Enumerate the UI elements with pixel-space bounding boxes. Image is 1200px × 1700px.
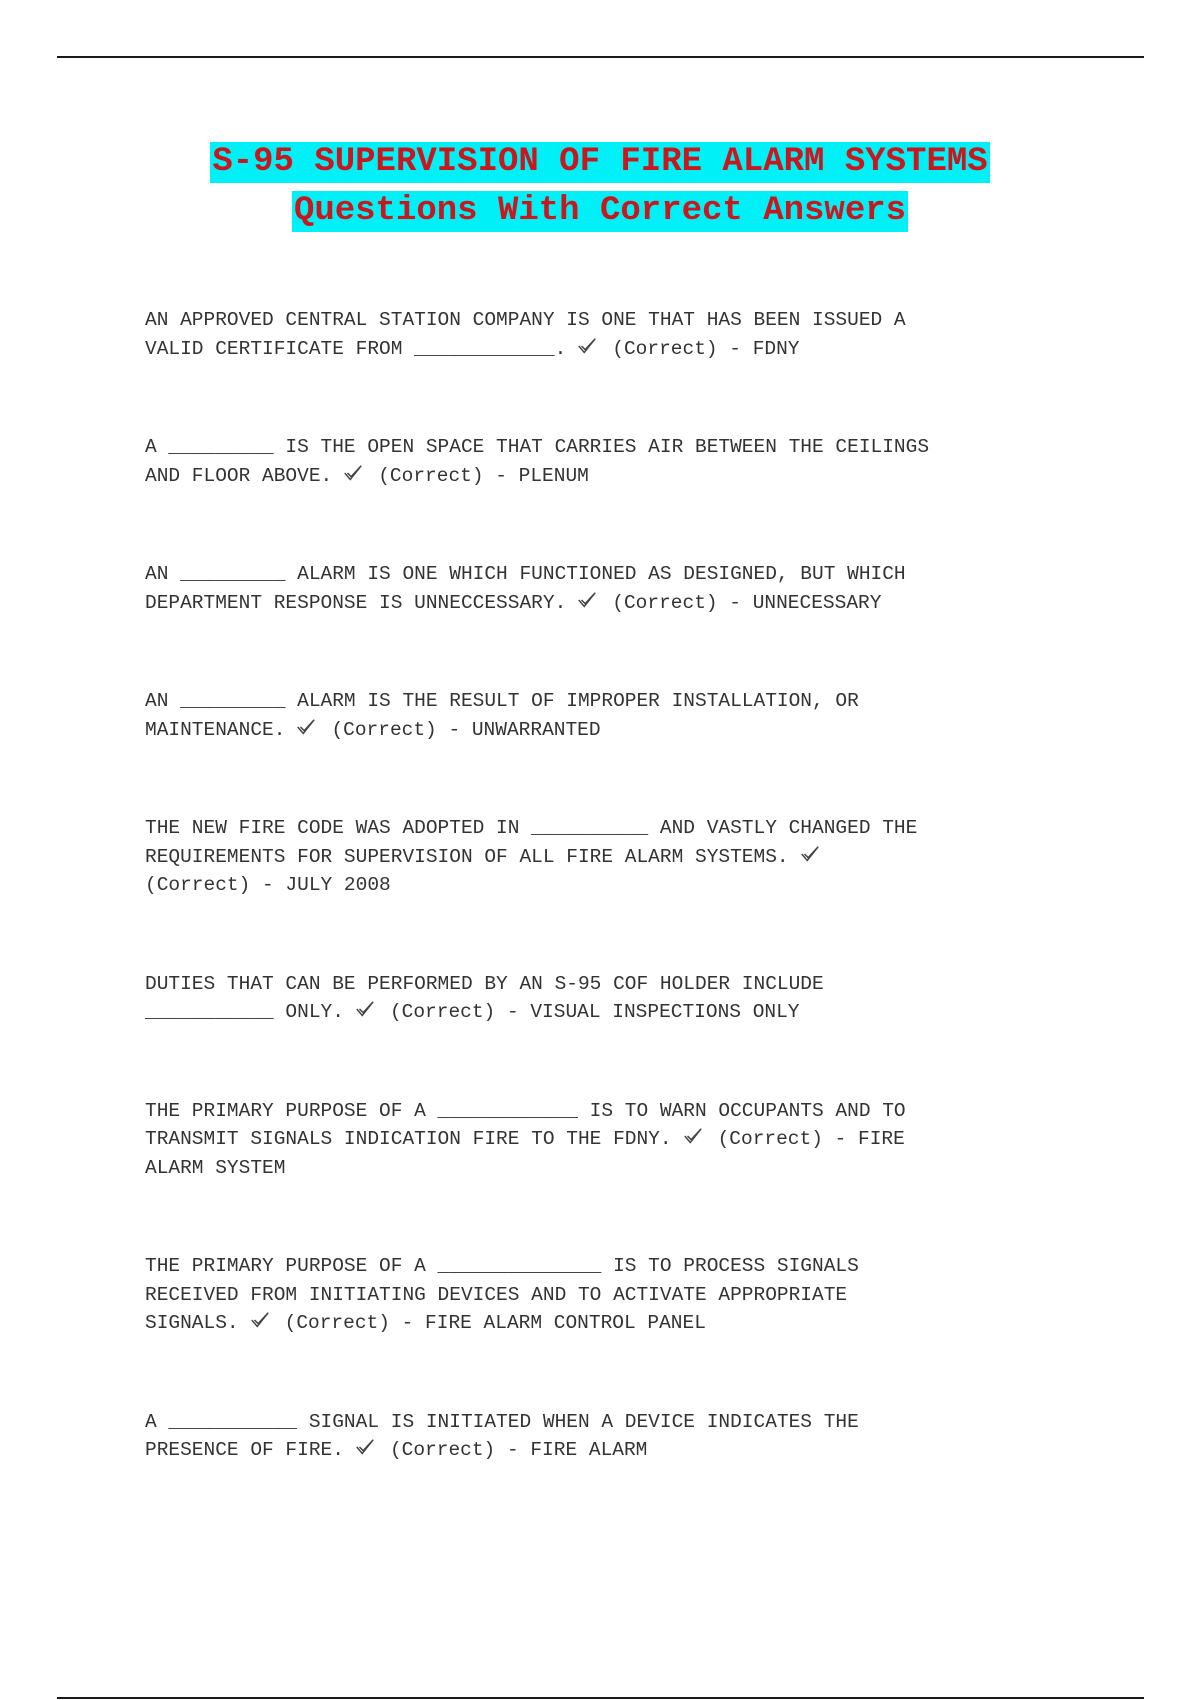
bottom-rule [57, 1697, 1144, 1699]
question-text: AN _________ ALARM IS THE RESULT OF IMPROPER INSTALLATION, OR MAINTENANCE. [145, 690, 859, 741]
question-text: A ___________ SIGNAL IS INITIATED WHEN A DEVICE INDICATES THE PRESENCE OF FIRE. [145, 1410, 859, 1461]
checkmark-icon [682, 1125, 704, 1147]
question-text: AN _________ ALARM IS ONE WHICH FUNCTIONED AS DESIGNED, BUT WHICH DEPARTMENT RESPONSE IS UNNECCESSARY. [145, 563, 906, 614]
answer-text: (Correct) - VISUAL INSPECTIONS ONLY [389, 1001, 800, 1023]
checkmark-icon [249, 1309, 271, 1331]
qa-item [145, 433, 1045, 490]
qa-item [145, 1097, 1045, 1183]
answer-text: (Correct) - JULY 2008 [145, 874, 391, 896]
checkmark-icon [342, 462, 364, 484]
question-text: AN APPROVED CENTRAL STATION COMPANY IS ONE THAT HAS BEEN ISSUED A VALID CERTIFICATE FROM ____________. [145, 309, 906, 360]
answer-text: (Correct) - UNNECESSARY [612, 591, 882, 614]
qa-item [145, 1252, 1045, 1338]
qa-item [145, 687, 1045, 744]
checkmark-icon [576, 589, 598, 611]
question-text: DUTIES THAT CAN BE PERFORMED BY AN S-95 COF HOLDER INCLUDE ___________ ONLY. [145, 972, 824, 1023]
question-text: THE NEW FIRE CODE WAS ADOPTED IN __________ AND VASTLY CHANGED THE REQUIREMENTS FOR SUPERVISION OF ALL FIRE ALARM SYSTEMS. [145, 817, 918, 868]
checkmark-icon [799, 843, 821, 865]
question-text: THE PRIMARY PURPOSE OF A ____________ IS TO WARN OCCUPANTS AND TO TRANSMIT SIGNALS INDICATION FIRE TO THE FDNY. [145, 1099, 906, 1150]
checkmark-icon [354, 1436, 376, 1458]
answer-text: (Correct) - FIRE ALARM SYSTEM [145, 1128, 905, 1179]
qa-item [145, 306, 1045, 363]
question-text: THE PRIMARY PURPOSE OF A ______________ IS TO PROCESS SIGNALS RECEIVED FROM INITIATING DEVICES AND TO ACTIVATE APPROPRIATE SIGNALS. [145, 1255, 859, 1334]
answer-text: (Correct) - FIRE ALARM CONTROL PANEL [284, 1312, 706, 1334]
answer-text: (Correct) - UNWARRANTED [331, 718, 601, 741]
answer-text: (Correct) - PLENUM [378, 464, 589, 487]
question-text: A _________ IS THE OPEN SPACE THAT CARRIES AIR BETWEEN THE CEILINGS AND FLOOR ABOVE. [145, 436, 930, 487]
document-title [0, 142, 1200, 240]
qa-item [145, 814, 1045, 900]
checkmark-icon [354, 998, 376, 1020]
qa-item [145, 560, 1045, 617]
answer-text: (Correct) - FDNY [612, 337, 800, 360]
checkmark-icon [576, 335, 598, 357]
qa-item [145, 970, 1045, 1027]
title-line-2: Questions With Correct Answers [293, 192, 907, 230]
top-rule [57, 56, 1144, 58]
title-line-1: S-95 SUPERVISION OF FIRE ALARM SYSTEMS [212, 143, 988, 181]
qa-list [145, 306, 1045, 1535]
qa-item [145, 1408, 1045, 1465]
checkmark-icon [295, 716, 317, 738]
answer-text: (Correct) - FIRE ALARM [389, 1439, 648, 1461]
